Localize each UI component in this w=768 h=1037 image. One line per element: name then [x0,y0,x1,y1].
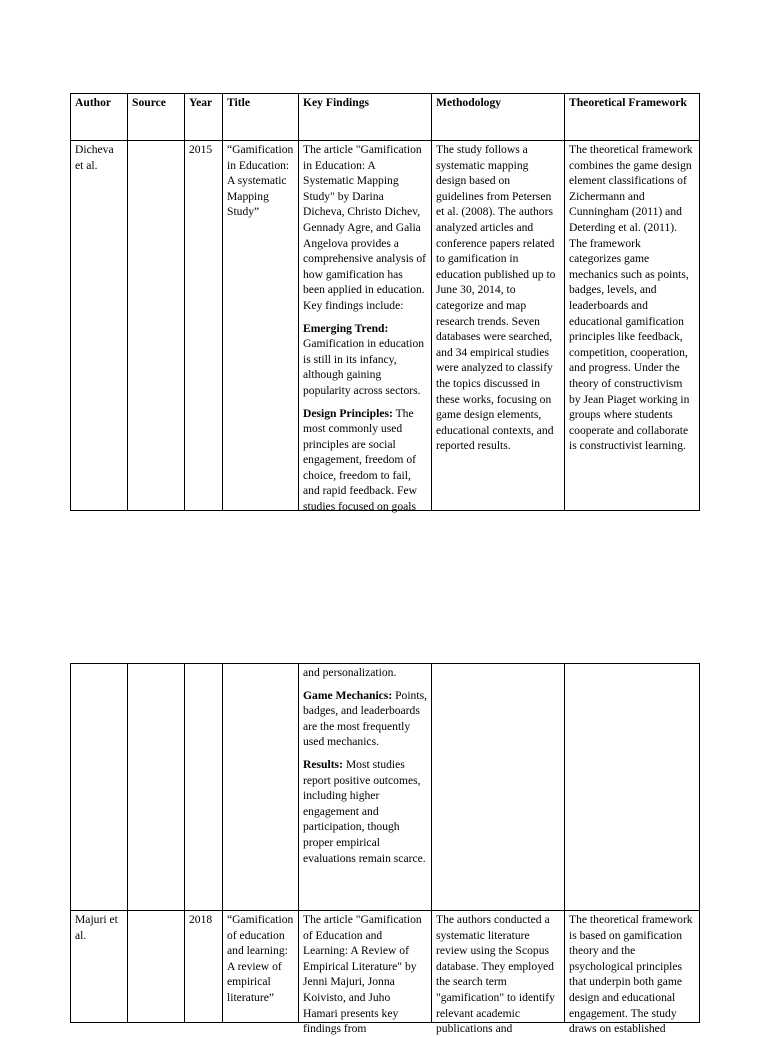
cell-theoretical-framework [565,911,700,1036]
cell-year-cont [185,664,223,911]
cell-year: 2015 [185,141,223,511]
methodology-text: The authors conducted a systematic literature review using the Scopus database. They employed the search term "gamification" to identify relevant academic publications and [436,913,555,1036]
header-theoretical-framework: Theoretical Framework [565,94,700,141]
cell-author-cont [71,664,128,911]
header-year: Year [185,94,223,141]
design-principles-text: The most commonly used principles are social engagement, freedom of choice, freedom to fail, and rapid feedback. Few studies focused on goals [303,406,417,514]
theory-text: The theoretical framework is based on gamification theory and the psychological principles that underpin both game design and educational engagement. The study draws on established [569,913,693,1036]
cell-theoretical-framework: The theoretical framework combines the game design element classifications of Zichermann and Cunningham (2011) and Deterding et al. (2011). The framework categorizes game mechanics such as points, badges, levels, and leaderboards and educational gamification principles like feedback, competition, cooperation, and progress. Under the theory of constructivism by Jean Piaget working in groups where students cooperate and collaborate is constructivist learning. [565,141,700,511]
cell-methodology: The study follows a systematic mapping design based on guidelines from Petersen et al. (2008). The authors analyzed articles and conference papers related to gamification in education published up to June 30, 2014, to categorize and map research trends. Seven databases were searched, and 34 empirical studies were analyzed to classify the topics discussed in these works, focusing on game design elements, educational contexts, and reported results. [432,141,565,511]
header-title: Title [223,94,299,141]
cell-year: 2018 [185,911,223,1023]
cell-key-findings [299,911,432,1036]
header-source: Source [128,94,185,141]
emerging-trend-text: Gamification in education is still in its infancy, although gaining popularity across sectors. [303,337,425,397]
cell-key-findings [299,141,432,514]
table-row-continued [71,664,700,911]
emerging-trend-paragraph [303,321,427,399]
cell-author: Dicheva et al. [71,141,128,511]
cell-source-cont [128,664,185,911]
cell-title: “Gamification in Education: A systematic Mapping Study” [223,141,299,511]
cell-author: Majuri et al. [71,911,128,1023]
cell-key-findings-cont [299,664,432,911]
key-findings-text: The article "Gamification of Education and Learning: A Review of Empirical Literature" by Jenni Majuri, Jonna Koivisto, and Juho Hamari presents key findings from [303,913,422,1036]
cell-source [128,141,185,511]
cell-source [128,911,185,1023]
design-principles-label: Design Principles: [303,406,393,420]
header-author: Author [71,94,128,141]
results-label: Results: [303,757,343,771]
cell-methodology [432,911,565,1036]
emerging-trend-label: Emerging Trend: [303,321,389,335]
header-methodology: Methodology [432,94,565,141]
design-principles-paragraph [303,406,427,515]
literature-table-part-2 [70,663,700,1036]
table-row [71,141,700,511]
game-mechanics-paragraph [303,688,427,750]
game-mechanics-text: Points, badges, and leaderboards are the most frequently used mechanics. [303,688,427,749]
literature-table-part-1 [70,93,700,514]
key-findings-intro: The article "Gamification in Education: A Systematic Mapping Study" by Darina Dicheva, Christo Dichev, Gennady Agre, and Galia Angelova provides a comprehensive analysis of how gamification has been applied in education. Key findings include: [303,143,426,312]
game-mechanics-label: Game Mechanics: [303,688,393,702]
cell-title: “Gamification of education and learning: A review of empirical literature” [223,911,299,1023]
personalization-text: and personalization. [303,666,397,679]
cell-theoretical-framework-cont [565,664,700,911]
results-text: Most studies report positive outcomes, including higher engagement and participation, though proper empirical evaluations remain scarce. [303,757,426,865]
header-key-findings: Key Findings [299,94,432,141]
cell-methodology-cont [432,664,565,911]
cell-title-cont [223,664,299,911]
table-row [71,911,700,1023]
table-header-row [71,94,700,141]
results-paragraph [303,757,427,866]
